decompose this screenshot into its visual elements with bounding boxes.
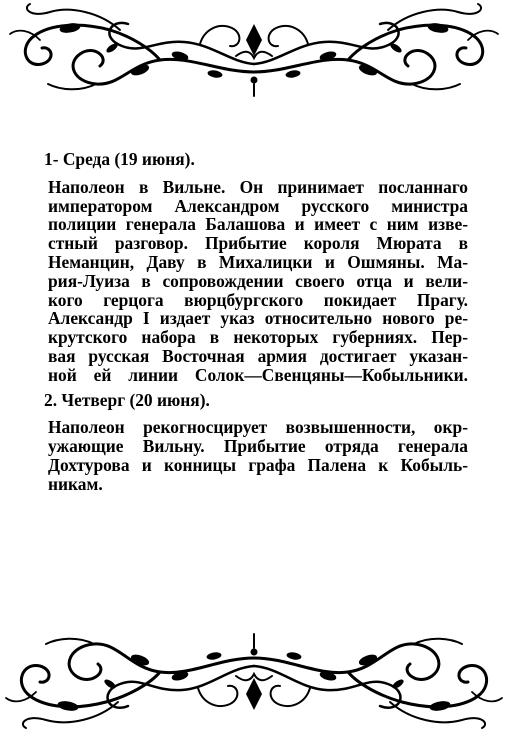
paragraph-line: кого герцога вюрцбургского покидает Прагу. — [48, 289, 468, 310]
paragraph-line: Александр I издает указ относительно нового ре- — [48, 308, 468, 329]
top-flourish-ornament — [0, 0, 508, 100]
entry-paragraph — [44, 418, 468, 493]
paragraph-line: крутского набора в некоторых губерниях. Пер- — [48, 327, 468, 348]
paragraph-line: Наполеон в Вильне. Он принимает посланнаго — [48, 176, 468, 197]
entry-heading: 1- Среда (19 июня). — [44, 149, 195, 169]
paragraph-line: Дохтурова и конницы графа Палена к Кобыль- — [48, 454, 468, 475]
paragraph-line: ной ей линии Солок—Свенцяны—Кобыльники. — [48, 364, 468, 385]
bottom-flourish-ornament — [0, 618, 508, 730]
entry-paragraph — [44, 178, 468, 385]
paragraph-line: Неманцин, Даву в Михалицки и Ошмяны. Ма- — [48, 251, 468, 272]
paragraph-line: стный разговор. Прибытие короля Мюрата в — [48, 233, 468, 254]
paragraph-line: императором Александром русского министра — [48, 195, 468, 216]
paragraph-line: ужающие Вильну. Прибытие отряда генерала — [48, 436, 468, 457]
paragraph-line: полиции генерала Балашова и имеет с ним изве- — [48, 214, 468, 235]
paragraph-line: вая русская Восточная армия достигает указан- — [48, 345, 468, 366]
entry-heading: 2. Четверг (20 июня). — [44, 389, 210, 410]
text-body — [44, 150, 468, 500]
paragraph-line: рия-Луиза в сопровождении своего отца и вели- — [48, 270, 468, 291]
paragraph-line: никам. — [48, 473, 103, 494]
paragraph-line: Наполеон рекогносцирует возвышенности, окр- — [48, 417, 468, 438]
